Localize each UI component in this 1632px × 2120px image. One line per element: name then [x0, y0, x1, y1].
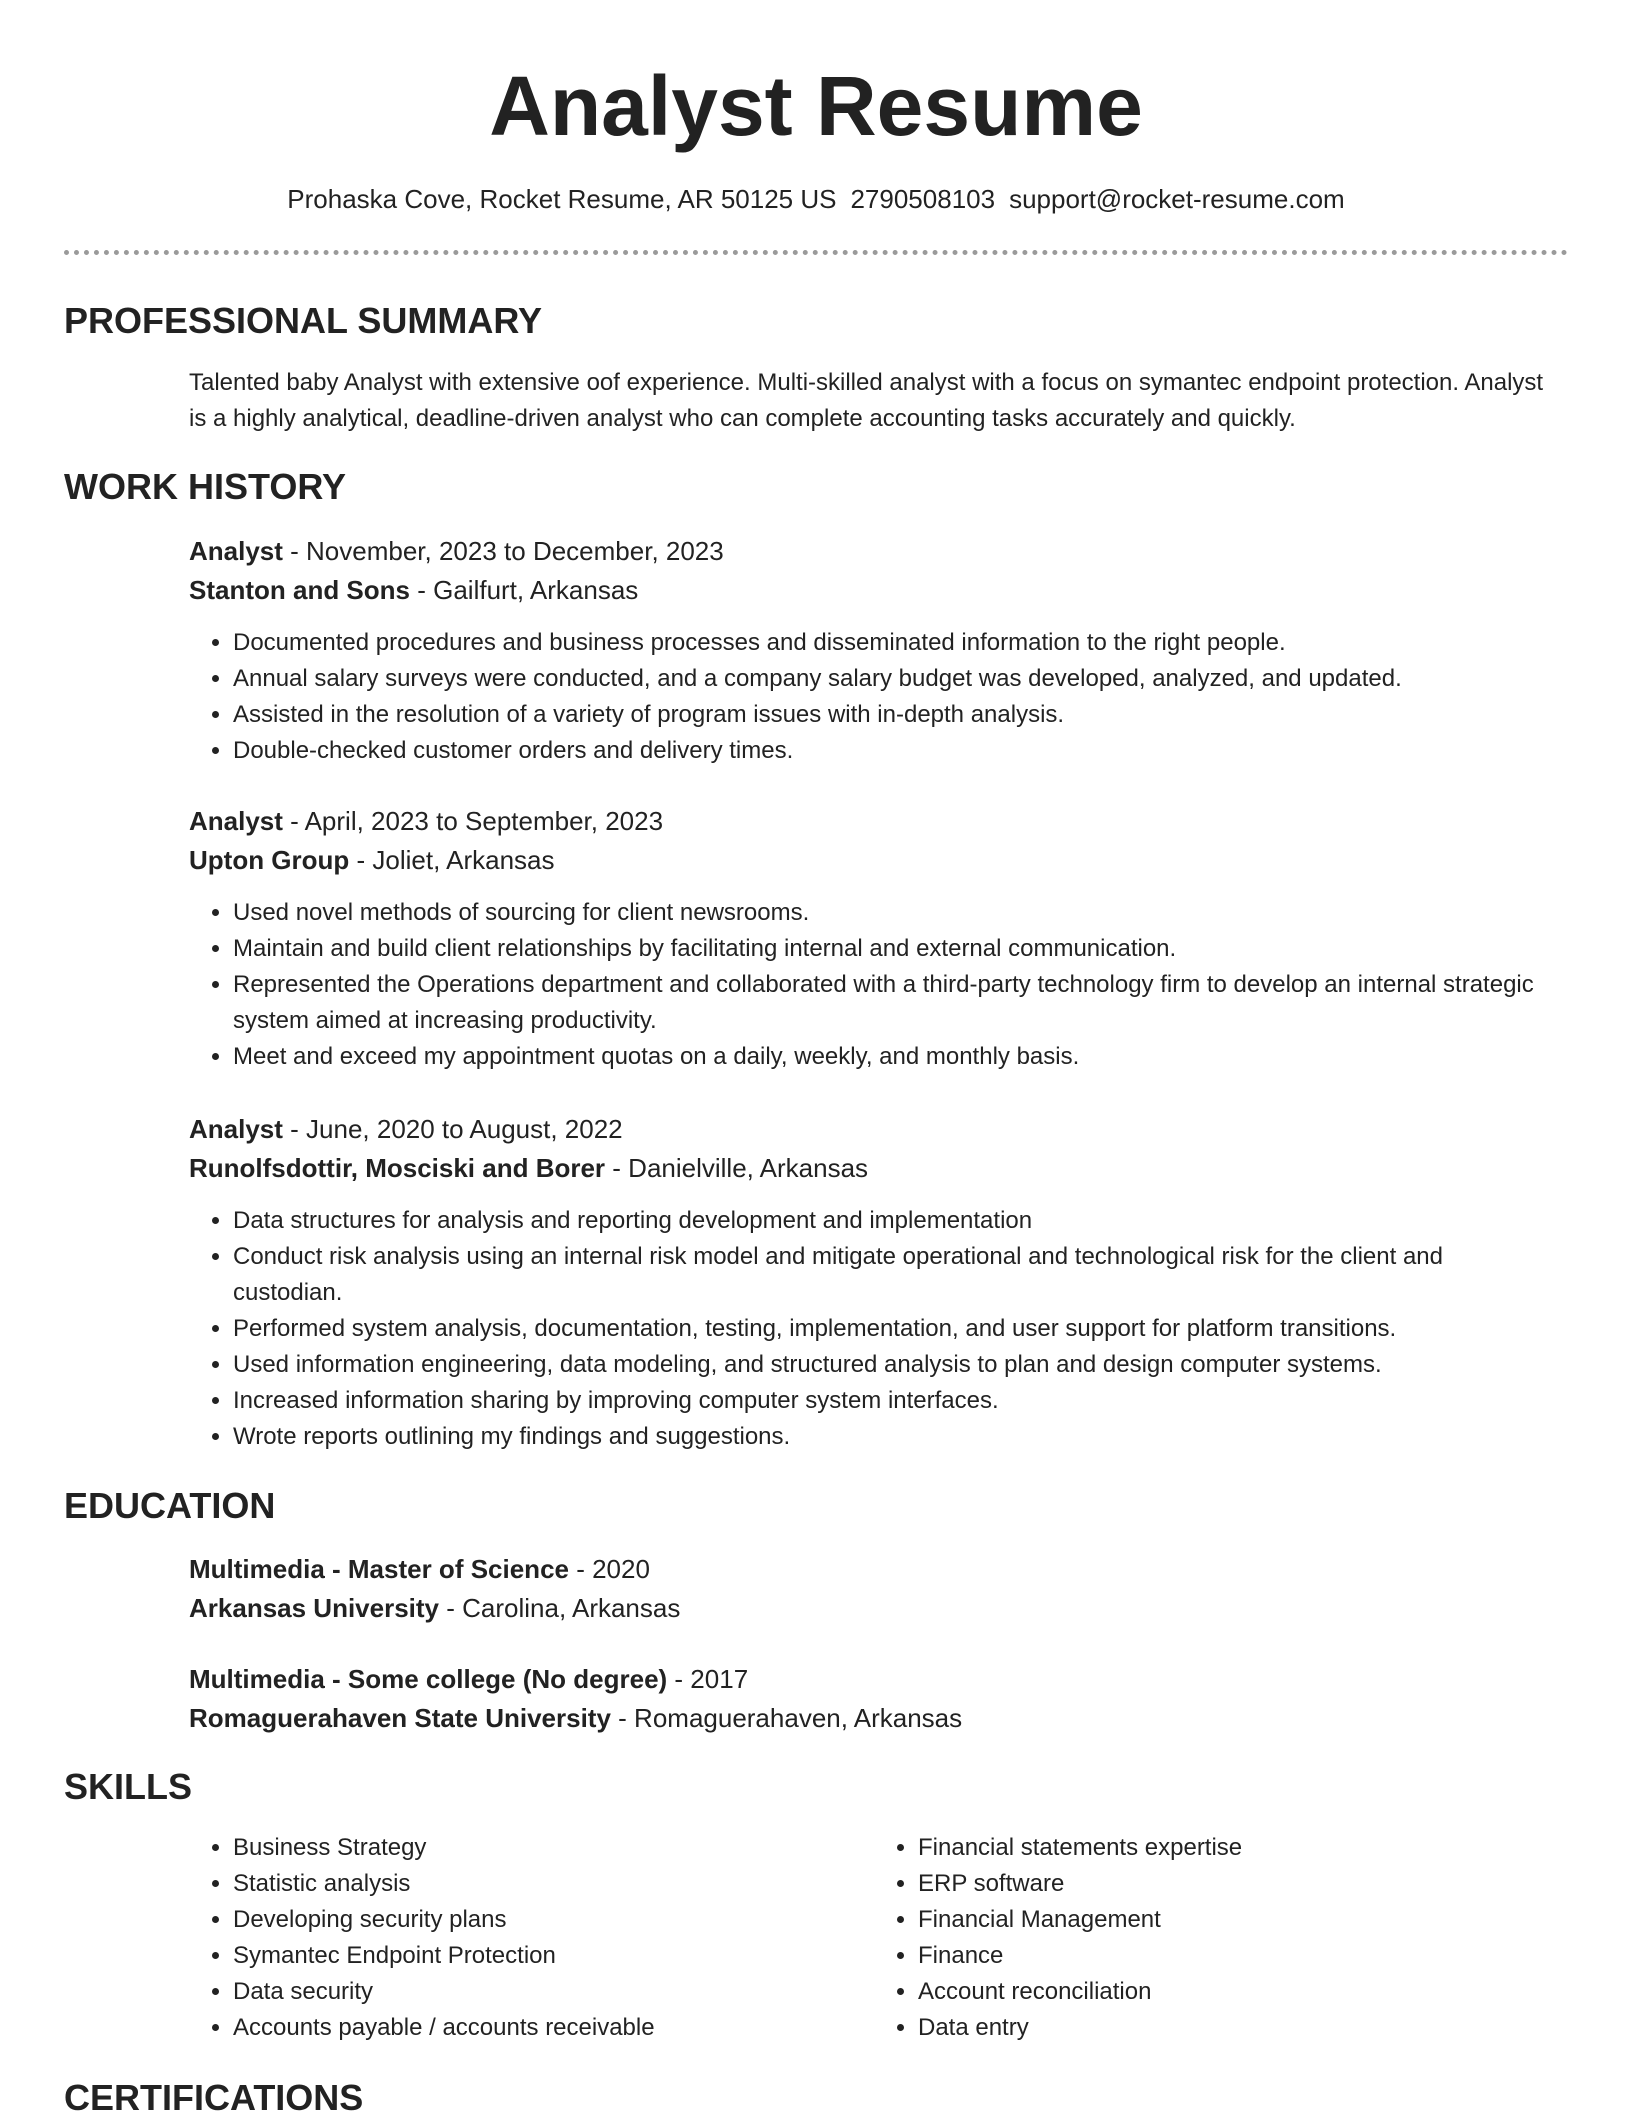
skills-heading: SKILLS [64, 1766, 193, 1807]
skill-item: • Data entry [918, 2010, 1559, 2046]
education-school: Arkansas University [189, 1593, 440, 1623]
header-divider [64, 250, 1568, 255]
contact-address: Prohaska Cove, Rocket Resume, AR 50125 US [287, 184, 837, 214]
job-role-line [189, 1110, 1559, 1149]
skills-block [189, 1830, 1559, 2046]
job-company: Stanton and Sons [189, 575, 410, 605]
job-location: - Danielville, Arkansas [605, 1153, 869, 1183]
skills-list-right [874, 1830, 1559, 2046]
skill-item: • Finance [918, 1938, 1559, 1974]
contact-phone: 2790508103 [850, 184, 996, 214]
education-year: - 2020 [568, 1554, 650, 1584]
education-location: - Romaguerahaven, Arkansas [610, 1703, 963, 1733]
job-location: - Gailfurt, Arkansas [410, 575, 639, 605]
job-bullets [189, 895, 1559, 1075]
job-location: - Joliet, Arkansas [349, 845, 555, 875]
skill-item: • Statistic analysis [233, 1866, 874, 1902]
job-entry [189, 532, 1559, 769]
skill-item: • Data security [233, 1974, 874, 2010]
contact-line [0, 182, 1632, 216]
job-role: Analyst [189, 806, 283, 836]
job-bullet: • Performed system analysis, documentation, testing, implementation, and user support for platform transitions. [233, 1311, 1559, 1347]
job-bullet: • Documented procedures and business processes and disseminated information to the right people. [233, 625, 1559, 661]
summary-block [189, 365, 1559, 437]
skill-item: • Financial statements expertise [918, 1830, 1559, 1866]
job-bullet: • Wrote reports outlining my findings and suggestions. [233, 1419, 1559, 1455]
job-bullet: • Maintain and build client relationships by facilitating internal and external communication. [233, 931, 1559, 967]
job-bullet: • Used novel methods of sourcing for client newsrooms. [233, 895, 1559, 931]
education-school: Romaguerahaven State University [189, 1703, 611, 1733]
education-entry [189, 1660, 1559, 1738]
job-role-line [189, 802, 1559, 841]
skill-item: • Accounts payable / accounts receivable [233, 2010, 874, 2046]
skill-item: • ERP software [918, 1866, 1559, 1902]
skills-list-left [189, 1830, 874, 2046]
skill-item: • Financial Management [918, 1902, 1559, 1938]
resume-title: Analyst Resume [489, 59, 1143, 153]
job-dates: - November, 2023 to December, 2023 [282, 536, 724, 566]
education-degree-line [189, 1550, 1559, 1589]
job-bullet: • Annual salary surveys were conducted, and a company salary budget was developed, analyzed, and updated. [233, 661, 1559, 697]
certifications-heading: CERTIFICATIONS [64, 2077, 364, 2118]
job-bullet: • Data structures for analysis and reporting development and implementation [233, 1203, 1559, 1239]
job-entry [189, 802, 1559, 1075]
work-history-heading: WORK HISTORY [64, 466, 347, 507]
job-role-line [189, 532, 1559, 571]
job-dates: - June, 2020 to August, 2022 [282, 1114, 623, 1144]
education-entry [189, 1550, 1559, 1628]
education-degree: Multimedia - Master of Science [189, 1554, 569, 1584]
job-bullets [189, 1203, 1559, 1455]
skill-item: • Account reconciliation [918, 1974, 1559, 2010]
skill-item: • Symantec Endpoint Protection [233, 1938, 874, 1974]
job-dates: - April, 2023 to September, 2023 [282, 806, 664, 836]
education-year: - 2017 [667, 1664, 749, 1694]
skills-columns [189, 1830, 1559, 2046]
job-bullets [189, 625, 1559, 769]
education-degree-line [189, 1660, 1559, 1699]
summary-heading: PROFESSIONAL SUMMARY [64, 300, 543, 341]
job-bullet: • Represented the Operations department and collaborated with a third-party technology firm to develop an internal strategic system aimed at increasing productivity. [233, 967, 1559, 1039]
education-degree: Multimedia - Some college (No degree) [189, 1664, 668, 1694]
job-bullet: • Meet and exceed my appointment quotas on a daily, weekly, and monthly basis. [233, 1039, 1559, 1075]
job-bullet: • Conduct risk analysis using an internal risk model and mitigate operational and technological risk for the client and custodian. [233, 1239, 1559, 1311]
job-company-line [189, 841, 1559, 880]
skill-item: • Developing security plans [233, 1902, 874, 1938]
job-bullet: • Assisted in the resolution of a variety of program issues with in-depth analysis. [233, 697, 1559, 733]
education-location: - Carolina, Arkansas [439, 1593, 681, 1623]
job-role: Analyst [189, 536, 283, 566]
job-role: Analyst [189, 1114, 283, 1144]
education-heading: EDUCATION [64, 1485, 276, 1526]
education-school-line [189, 1699, 1559, 1738]
contact-email: support@rocket-resume.com [1009, 184, 1345, 214]
job-company: Runolfsdottir, Mosciski and Borer [189, 1153, 606, 1183]
job-bullet: • Used information engineering, data modeling, and structured analysis to plan and design computer systems. [233, 1347, 1559, 1383]
job-bullet: • Increased information sharing by improving computer system interfaces. [233, 1383, 1559, 1419]
job-company-line [189, 1149, 1559, 1188]
job-company: Upton Group [189, 845, 350, 875]
education-school-line [189, 1589, 1559, 1628]
job-company-line [189, 571, 1559, 610]
job-bullet: • Double-checked customer orders and delivery times. [233, 733, 1559, 769]
job-entry [189, 1110, 1559, 1455]
skill-item: • Business Strategy [233, 1830, 874, 1866]
summary-text: Talented baby Analyst with extensive oof experience. Multi-skilled analyst with a focus on symantec endpoint protection. Analyst is a highly analytical, deadline-driven analyst who can complete accounting tasks accurately and quickly. [189, 369, 1544, 432]
